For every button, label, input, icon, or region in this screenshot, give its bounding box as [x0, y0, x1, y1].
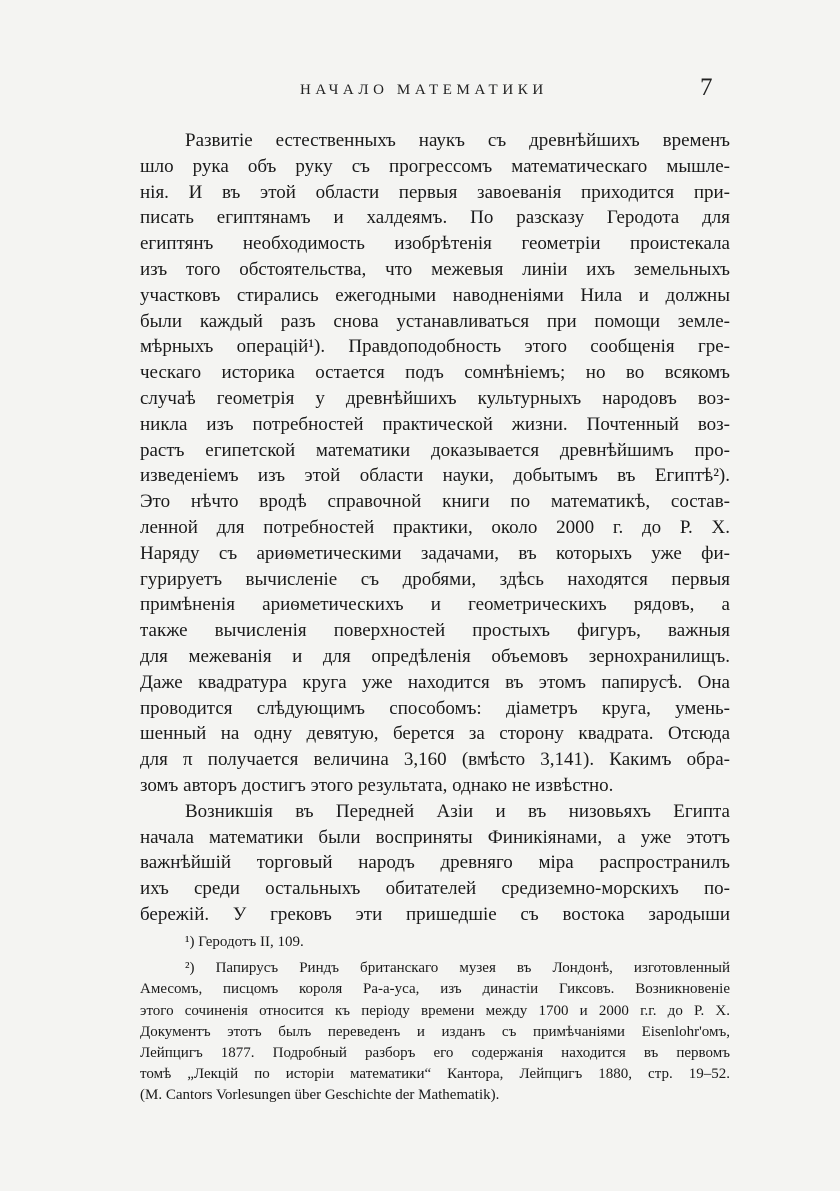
- text-line: ихъ среди остальныхъ обитателей средиземно-морскихъ по-: [140, 878, 730, 900]
- main-text: [140, 128, 730, 928]
- text-line: шенный на одну девятую, берется за сторону квадрата. Отсюда: [140, 723, 730, 745]
- text-line: бережій. У грековъ эти пришедшіе съ востока зародыши: [140, 903, 730, 925]
- text-line: начала математики были восприняты Финикіянами, а уже этотъ: [140, 826, 730, 848]
- text-line: примѣненія ариѳметическихъ и геометрическихъ рядовъ, а: [140, 594, 730, 616]
- footnote-line: томѣ „Лекцій по исторіи математики“ Кантора, Лейпцигъ 1880, стр. 19–52.: [140, 1066, 730, 1083]
- text-line: ческаго историка остается подъ сомнѣніемъ; но во всякомъ: [140, 362, 730, 384]
- text-line: Это нѣчто вродѣ справочной книги по математикѣ, состав-: [140, 491, 730, 513]
- text-line: Развитіе естественныхъ наукъ съ древнѣйшихъ временъ: [185, 130, 730, 151]
- text-line: Даже квадратура круга уже находится въ этомъ папирусѣ. Она: [140, 671, 730, 693]
- text-line: никла изъ потребностей практической жизни. Почтенный воз-: [140, 413, 730, 435]
- text-line: зомъ авторъ достигъ этого результата, однако не извѣстно.: [140, 774, 614, 796]
- text-line: писать египтянамъ и халдеямъ. По разсказу Геродота для: [140, 207, 730, 229]
- page-number: 7: [700, 74, 713, 101]
- text-line: для π получается величина 3,160 (вмѣсто 3,141). Какимъ обра-: [140, 749, 730, 771]
- text-line: мѣрныхъ операцій¹). Правдоподобность этого сообщенія гре-: [140, 336, 730, 358]
- footnote-2: ²) Папирусъ Риндъ британскаго музея въ Лондонѣ, изготовленный: [185, 960, 730, 977]
- text-line: гурируетъ вычисленіе съ дробями, здѣсь находятся первыя: [140, 568, 730, 590]
- footnote-line: этого сочиненія относится къ періоду времени между 1700 и 2000 г.г. до Р. Х.: [140, 1002, 730, 1019]
- text-line: шло рука объ руку съ прогрессомъ математическаго мышле-: [140, 155, 730, 177]
- footnote-line: Амесомъ, писцомъ короля Ра-а-уса, изъ династіи Гиксовъ. Возникновеніе: [140, 981, 730, 998]
- text-line: египтянъ необходимость изобрѣтенія геометріи проистекала: [140, 233, 730, 255]
- text-line: для межеванія и для опредѣленія объемовъ зернохранилищъ.: [140, 645, 730, 667]
- footnotes: [140, 932, 730, 1107]
- text-line: нія. И въ этой области первыя завоеванія приходится при-: [140, 181, 730, 203]
- text-line: растъ египетской математики доказывается древнѣйшимъ про-: [140, 439, 730, 461]
- text-line: случаѣ геометрія у древнѣйшихъ культурныхъ народовъ воз-: [140, 387, 730, 409]
- text-line: Возникшія въ Передней Азіи и въ низовьяхъ Египта: [185, 800, 730, 822]
- text-line: участковъ стирались ежегодными наводненіями Нила и должны: [140, 284, 730, 306]
- footnote-line: Лейпцигъ 1877. Подробный разборъ его содержанія находится въ первомъ: [140, 1044, 730, 1061]
- footnote-line: (M. Cantors Vorlesungen über Geschichte der Mathematik).: [140, 1087, 500, 1104]
- text-line: Наряду съ ариѳметическими задачами, въ которыхъ уже фи-: [140, 542, 730, 564]
- text-line: изведеніемъ изъ этой области науки, добытымъ въ Египтѣ²).: [140, 465, 730, 487]
- text-line: важнѣйшій торговый народъ древняго міра распространилъ: [140, 852, 730, 874]
- text-line: также вычисленія поверхностей простыхъ фигуръ, важныя: [140, 620, 730, 642]
- footnote-line: Документъ этотъ былъ переведенъ и изданъ съ примѣчаніями Eisenlohr'омъ,: [140, 1023, 730, 1040]
- text-line: изъ того обстоятельства, что межевыя линіи ихъ земельныхъ: [140, 258, 730, 280]
- footnote-1: ¹) Геродотъ II, 109.: [185, 934, 304, 950]
- running-title: НАЧАЛО МАТЕМАТИКИ: [300, 82, 548, 98]
- text-line: проводится слѣдующимъ способомъ: діаметръ круга, умень-: [140, 697, 730, 719]
- text-line: были каждый разъ снова устанавливаться при помощи земле-: [140, 310, 730, 332]
- text-line: ленной для потребностей практики, около 2000 г. до Р. Х.: [140, 516, 730, 538]
